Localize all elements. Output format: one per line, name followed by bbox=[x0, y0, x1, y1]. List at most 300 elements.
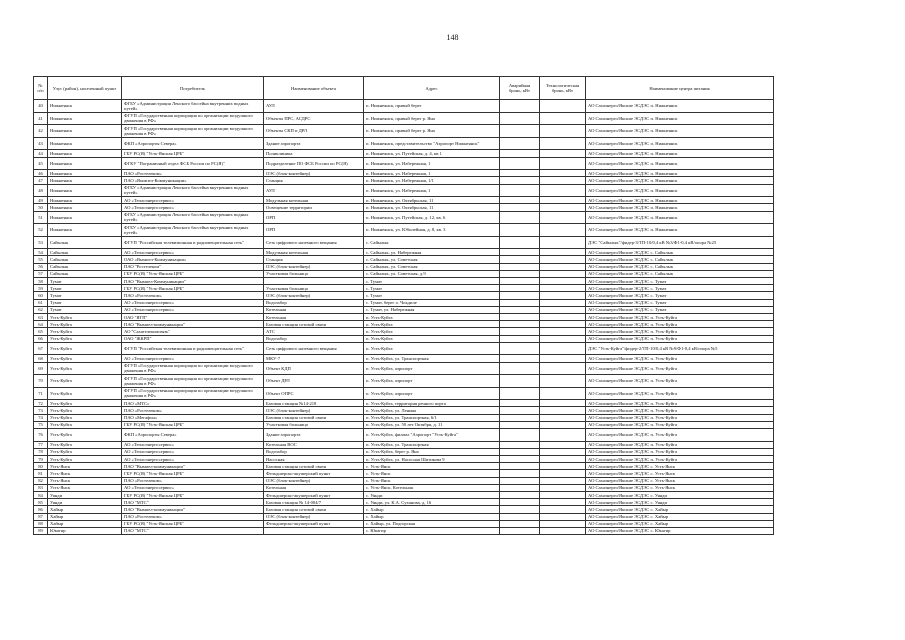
cell-address: с. Сайылык, ул. Советская bbox=[364, 263, 500, 270]
cell-tech-reserve bbox=[540, 414, 586, 421]
cell-object: Модульная котельная bbox=[264, 197, 364, 204]
cell-emergency-reserve bbox=[500, 407, 540, 414]
cell-object: Модульная котельная bbox=[264, 249, 364, 256]
cell-address: с. Тумат, берег о. Чокдиле bbox=[364, 299, 500, 306]
cell-power-center: АО Сахаэнерго/Якские ЭСДЭС п. Усть-Куйга bbox=[586, 321, 774, 328]
cell-object: Котельная bbox=[264, 484, 364, 491]
cell-tech-reserve bbox=[540, 285, 586, 292]
cell-power-center: АО Сахаэнерго/Якские ЭСДЭС с. Усть-Янск bbox=[586, 477, 774, 484]
cell-consumer: ПАО «Ростелеком» bbox=[122, 407, 264, 414]
cell-tech-reserve bbox=[540, 150, 586, 157]
cell-power-center: АО Сахаэнерго/Якские ЭСДЭС с. Тумат bbox=[586, 285, 774, 292]
cell-ulus: Усть-Куйга bbox=[48, 429, 122, 442]
cell-address: п. Усть-Куйга, ул. Транспортная, 6/1 bbox=[364, 414, 500, 421]
cell-ulus: Нижнеянск bbox=[48, 125, 122, 138]
cell-ulus: Нижнеянск bbox=[48, 112, 122, 125]
cell-emergency-reserve bbox=[500, 355, 540, 362]
cell-address: п. Усть-Куйга bbox=[364, 321, 500, 328]
cell-address: п. Усть-Куйга, аэропорт bbox=[364, 375, 500, 388]
table-row bbox=[34, 520, 774, 527]
header-num: № п/п bbox=[34, 77, 48, 100]
cell-power-center: АО Сахаэнерго/Якские ЭСДЭС п. Усть-Куйга bbox=[586, 448, 774, 455]
cell-num: 46 bbox=[34, 170, 48, 177]
cell-object: Участковая больница bbox=[264, 270, 364, 277]
cell-object: Базовая станция сотовой связи bbox=[264, 463, 364, 470]
cell-address: с. Юкагир bbox=[364, 527, 500, 534]
cell-consumer: ПАО «Ростелеком» bbox=[122, 292, 264, 299]
cell-tech-reserve bbox=[540, 249, 586, 256]
cell-power-center: АО Сахаэнерго/Якские ЭСДЭС с. Хайыр bbox=[586, 520, 774, 527]
cell-ulus: Усть-Куйга bbox=[48, 321, 122, 328]
cell-num: 61 bbox=[34, 299, 48, 306]
cell-num: 53 bbox=[34, 236, 48, 249]
cell-emergency-reserve bbox=[500, 249, 540, 256]
cell-object: Фельдшерско-акушерский пункт bbox=[264, 491, 364, 498]
table-row bbox=[34, 170, 774, 177]
cell-tech-reserve bbox=[540, 448, 586, 455]
cell-consumer: ПАО "Вымпел-коммуникации" bbox=[122, 463, 264, 470]
cell-consumer: АО «Теплоэнергосервис» bbox=[122, 299, 264, 306]
cell-consumer: ФГБУ «Администрация Ленского бассейна внутренних водных путей» bbox=[122, 224, 264, 237]
cell-consumer: ФГКУ "Пограничный отдел ФСБ России по РС(Я)" bbox=[122, 157, 264, 170]
cell-num: 83 bbox=[34, 484, 48, 491]
cell-num: 89 bbox=[34, 527, 48, 534]
cell-emergency-reserve bbox=[500, 170, 540, 177]
cell-power-center: АО Сахаэнерго/Якские ЭСДЭС с. Сайылык bbox=[586, 249, 774, 256]
cell-address: с. Усть-Янск bbox=[364, 477, 500, 484]
cell-power-center: АО Сахаэнерго/Якские ЭСДЭС п. Усть-Куйга bbox=[586, 375, 774, 388]
cell-power-center: АО Сахаэнерго/Якские ЭСДЭС п. Нижнеянск bbox=[586, 112, 774, 125]
cell-power-center: АО Сахаэнерго/Якские ЭСДЭС с. Тумат bbox=[586, 292, 774, 299]
cell-tech-reserve bbox=[540, 375, 586, 388]
cell-object: Объекты ПРС, АСДРС bbox=[264, 112, 364, 125]
cell-emergency-reserve bbox=[500, 157, 540, 170]
cell-tech-reserve bbox=[540, 263, 586, 270]
cell-ulus: Хайыр bbox=[48, 513, 122, 520]
cell-ulus: Усть-Куйга bbox=[48, 342, 122, 355]
cell-power-center: АО Сахаэнерго/Якские ЭСДЭС с. Тумат bbox=[586, 306, 774, 313]
cell-consumer: АО "Сахателекомсвязь" bbox=[122, 328, 264, 335]
header-consumer: Потребитель bbox=[122, 77, 264, 100]
cell-object: ОРП bbox=[264, 211, 364, 224]
cell-object: Объекты СКП и ДРЛ bbox=[264, 125, 364, 138]
cell-ulus: Усть-Куйга bbox=[48, 335, 122, 342]
table-row bbox=[34, 421, 774, 428]
cell-address: п. Усть-Куйга, аэропорт bbox=[364, 362, 500, 375]
cell-power-center: АО Сахаэнерго/Якские ЭСДЭС п. Усть-Куйга bbox=[586, 414, 774, 421]
cell-emergency-reserve bbox=[500, 112, 540, 125]
cell-emergency-reserve bbox=[500, 150, 540, 157]
table-row bbox=[34, 387, 774, 400]
cell-num: 52 bbox=[34, 224, 48, 237]
cell-emergency-reserve bbox=[500, 362, 540, 375]
cell-emergency-reserve bbox=[500, 211, 540, 224]
table-row bbox=[34, 112, 774, 125]
cell-object: Базовая станция сотовой связи bbox=[264, 414, 364, 421]
table-row bbox=[34, 256, 774, 263]
table-row bbox=[34, 270, 774, 277]
cell-num: 82 bbox=[34, 477, 48, 484]
cell-tech-reserve bbox=[540, 470, 586, 477]
cell-ulus: Хайыр bbox=[48, 520, 122, 527]
cell-object: Станция bbox=[264, 256, 364, 263]
cell-address: п. Нижнеянск, правый берег bbox=[364, 100, 500, 113]
cell-power-center: АО Сахаэнерго/Якские ЭСДЭС п. Усть-Куйга bbox=[586, 407, 774, 414]
cell-object: Подразделение ПО ФСБ России по РС(Я) bbox=[264, 157, 364, 170]
cell-object: МКУ-7 bbox=[264, 355, 364, 362]
table-row bbox=[34, 211, 774, 224]
table-row bbox=[34, 335, 774, 342]
cell-power-center: АО Сахаэнерго/Якские ЭСДЭС с. Уянди bbox=[586, 499, 774, 506]
cell-ulus: Усть-Янск bbox=[48, 477, 122, 484]
cell-num: 62 bbox=[34, 306, 48, 313]
table-row bbox=[34, 342, 774, 355]
cell-address: с. Уянди bbox=[364, 491, 500, 498]
cell-object: ОЭС (блок-контейнер) bbox=[264, 407, 364, 414]
cell-consumer: ФГУП «Государственная корпорация по организации воздушного движения в РФ» bbox=[122, 387, 264, 400]
cell-num: 45 bbox=[34, 157, 48, 170]
cell-object: Объект ДРЛ bbox=[264, 375, 364, 388]
table-row bbox=[34, 441, 774, 448]
cell-emergency-reserve bbox=[500, 499, 540, 506]
cell-num: 85 bbox=[34, 499, 48, 506]
cell-consumer: ФГУП "Российская телевизионная и радиовещательная сеть" bbox=[122, 236, 264, 249]
cell-consumer: ПАО "Вымпел-коммуникации" bbox=[122, 506, 264, 513]
cell-ulus: Усть-Куйга bbox=[48, 448, 122, 455]
cell-address: с. Хайыр, ул. Подгорская bbox=[364, 520, 500, 527]
cell-tech-reserve bbox=[540, 170, 586, 177]
cell-object: Фельдшерско-акушерский пункт bbox=[264, 520, 364, 527]
cell-address: п. Нижнеянск, ул. Набережная, 1 bbox=[364, 170, 500, 177]
cell-ulus: Нижнеянск bbox=[48, 100, 122, 113]
cell-consumer: ПАО «Ростелеком» bbox=[122, 513, 264, 520]
cell-tech-reserve bbox=[540, 125, 586, 138]
cell-consumer: ФГУП «Государственная корпорация по организации воздушного движения в РФ» bbox=[122, 125, 264, 138]
cell-ulus: Усть-Куйга bbox=[48, 362, 122, 375]
table-row bbox=[34, 197, 774, 204]
cell-tech-reserve bbox=[540, 328, 586, 335]
table-header-row bbox=[34, 77, 774, 100]
cell-power-center: АО Сахаэнерго/Якские ЭСДЭС п. Усть-Куйга bbox=[586, 335, 774, 342]
cell-tech-reserve bbox=[540, 256, 586, 263]
cell-power-center: АО Сахаэнерго/Якские ЭСДЭС с. Хайыр bbox=[586, 513, 774, 520]
cell-power-center: АО Сахаэнерго/Якские ЭСДЭС п. Нижнеянск bbox=[586, 224, 774, 237]
cell-address: п. Усть-Куйга, ул. Ленина bbox=[364, 407, 500, 414]
cell-consumer: АО «Теплоэнергосервис» bbox=[122, 204, 264, 211]
cell-ulus: Усть-Янск bbox=[48, 484, 122, 491]
cell-emergency-reserve bbox=[500, 414, 540, 421]
table-row bbox=[34, 456, 774, 463]
cell-num: 67 bbox=[34, 342, 48, 355]
cell-address: п. Усть-Куйга, ул. Транспортная bbox=[364, 355, 500, 362]
cell-ulus: Усть-Куйга bbox=[48, 441, 122, 448]
cell-emergency-reserve bbox=[500, 313, 540, 320]
cell-num: 64 bbox=[34, 321, 48, 328]
cell-tech-reserve bbox=[540, 513, 586, 520]
cell-address: п. Усть-Куйга bbox=[364, 335, 500, 342]
cell-num: 44 bbox=[34, 150, 48, 157]
table-row bbox=[34, 355, 774, 362]
table-row bbox=[34, 499, 774, 506]
cell-tech-reserve bbox=[540, 157, 586, 170]
cell-consumer: АО «Теплоэнергосервис» bbox=[122, 441, 264, 448]
cell-ulus: Усть-Куйга bbox=[48, 387, 122, 400]
table-row bbox=[34, 513, 774, 520]
cell-tech-reserve bbox=[540, 270, 586, 277]
cell-power-center: АО Сахаэнерго/Якские ЭСДЭС п. Нижнеянск bbox=[586, 184, 774, 197]
cell-tech-reserve bbox=[540, 527, 586, 534]
cell-emergency-reserve bbox=[500, 263, 540, 270]
cell-object: Водозабор bbox=[264, 448, 364, 455]
table-row bbox=[34, 362, 774, 375]
cell-object bbox=[264, 527, 364, 534]
cell-power-center: АО Сахаэнерго/Якские ЭСДЭС с. Усть-Янск bbox=[586, 484, 774, 491]
table-row bbox=[34, 527, 774, 534]
header-object: Наименование объекта bbox=[264, 77, 364, 100]
cell-num: 86 bbox=[34, 506, 48, 513]
cell-ulus: Усть-Куйга bbox=[48, 414, 122, 421]
cell-emergency-reserve bbox=[500, 342, 540, 355]
cell-address: с. Хайыр bbox=[364, 506, 500, 513]
cell-consumer: АО «Теплоэнергосервис» bbox=[122, 456, 264, 463]
cell-ulus: Усть-Куйга bbox=[48, 355, 122, 362]
cell-ulus: Уянди bbox=[48, 491, 122, 498]
cell-address: с. Тумат bbox=[364, 292, 500, 299]
cell-object: АУЛ bbox=[264, 184, 364, 197]
cell-num: 68 bbox=[34, 355, 48, 362]
cell-tech-reserve bbox=[540, 211, 586, 224]
cell-address: п. Нижнеянск, ул. Набережная, 1 bbox=[364, 157, 500, 170]
cell-tech-reserve bbox=[540, 484, 586, 491]
cell-ulus: Нижнеянск bbox=[48, 150, 122, 157]
cell-object: Котельная ВОС bbox=[264, 441, 364, 448]
cell-emergency-reserve bbox=[500, 328, 540, 335]
cell-address: п. Нижнеянск, ул. Набережная, 1 bbox=[364, 184, 500, 197]
cell-object: ОЭС (блок-контейнер) bbox=[264, 263, 364, 270]
cell-object: Поликлиника bbox=[264, 150, 364, 157]
cell-ulus: Усть-Янск bbox=[48, 470, 122, 477]
cell-consumer: ПАО «Вымпел-Коммуникации» bbox=[122, 177, 264, 184]
table-row bbox=[34, 470, 774, 477]
cell-consumer: ПАО "Вымпел-Коммуникации" bbox=[122, 278, 264, 285]
cell-power-center: АО Сахаэнерго/Якские ЭСДЭС с. Тумат bbox=[586, 299, 774, 306]
cell-num: 78 bbox=[34, 448, 48, 455]
cell-num: 40 bbox=[34, 100, 48, 113]
cell-object: ОЭС (блок-контейнер) bbox=[264, 477, 364, 484]
cell-ulus: Усть-Куйга bbox=[48, 313, 122, 320]
cell-consumer: ФГУП "Российская телевизионная и радиовещательная сеть" bbox=[122, 342, 264, 355]
cell-object: Объект КДП bbox=[264, 362, 364, 375]
cell-address: с. Усть-Янск bbox=[364, 470, 500, 477]
cell-address: п. Нижнеянск, представительство "Аэропорт Нижнеянск" bbox=[364, 137, 500, 150]
header-ulus: Улус (район), населенный пункт bbox=[48, 77, 122, 100]
cell-num: 55 bbox=[34, 256, 48, 263]
cell-power-center: АО Сахаэнерго/Якские ЭСДЭС с. Тумат bbox=[586, 278, 774, 285]
cell-consumer: ФГБУ «Администрация Ленского бассейна внутренних водных путей» bbox=[122, 100, 264, 113]
cell-tech-reserve bbox=[540, 355, 586, 362]
cell-num: 75 bbox=[34, 421, 48, 428]
cell-object: АУЛ bbox=[264, 100, 364, 113]
table-row bbox=[34, 506, 774, 513]
cell-power-center: АО Сахаэнерго/Якские ЭСДЭС п. Усть-Куйга bbox=[586, 400, 774, 407]
table-row bbox=[34, 321, 774, 328]
cell-ulus: Нижнеянск bbox=[48, 157, 122, 170]
cell-object: ОРП bbox=[264, 224, 364, 237]
cell-num: 41 bbox=[34, 112, 48, 125]
cell-tech-reserve bbox=[540, 292, 586, 299]
cell-consumer: ОАО «Вымпел-Коммуникации» bbox=[122, 256, 264, 263]
cell-object: ОЭС (блок-контейнер) bbox=[264, 292, 364, 299]
cell-power-center: АО Сахаэнерго/Якские ЭСДЭС с. Уянди bbox=[586, 491, 774, 498]
cell-address: п. Усть-Куйга, аэропорт bbox=[364, 387, 500, 400]
cell-address: п. Нижнеянск, ул. Юбилейная, д. 8, кв. 3 bbox=[364, 224, 500, 237]
cell-emergency-reserve bbox=[500, 520, 540, 527]
cell-consumer: ГБУ РС(Я) "Усть-Янская ЦРБ" bbox=[122, 150, 264, 157]
cell-tech-reserve bbox=[540, 441, 586, 448]
cell-ulus: Усть-Янск bbox=[48, 463, 122, 470]
cell-consumer: ПАО "МТС" bbox=[122, 499, 264, 506]
cell-ulus: Усть-Куйга bbox=[48, 328, 122, 335]
table-row bbox=[34, 263, 774, 270]
table-row bbox=[34, 150, 774, 157]
cell-consumer: ФГУП «Государственная корпорация по организации воздушного движения в РФ» bbox=[122, 375, 264, 388]
cell-num: 57 bbox=[34, 270, 48, 277]
cell-num: 47 bbox=[34, 177, 48, 184]
cell-emergency-reserve bbox=[500, 387, 540, 400]
cell-tech-reserve bbox=[540, 236, 586, 249]
cell-num: 69 bbox=[34, 362, 48, 375]
cell-num: 49 bbox=[34, 197, 48, 204]
table-row bbox=[34, 137, 774, 150]
table-row bbox=[34, 292, 774, 299]
table-row bbox=[34, 177, 774, 184]
cell-address: п. Усть-Куйга bbox=[364, 342, 500, 355]
cell-object bbox=[264, 278, 364, 285]
table-row bbox=[34, 414, 774, 421]
cell-tech-reserve bbox=[540, 137, 586, 150]
table-row bbox=[34, 313, 774, 320]
cell-address: п. Усть-Куйга, ул. Транспортная bbox=[364, 441, 500, 448]
cell-power-center: АО Сахаэнерго/Якские ЭСДЭС с. Сайылык bbox=[586, 270, 774, 277]
cell-tech-reserve bbox=[540, 499, 586, 506]
cell-tech-reserve bbox=[540, 184, 586, 197]
cell-object: Участковая больница bbox=[264, 421, 364, 428]
cell-address: п. Усть-Куйга, берег р. Яна bbox=[364, 448, 500, 455]
cell-power-center: АО Сахаэнерго/Якские ЭСДЭС п. Нижнеянск bbox=[586, 157, 774, 170]
cell-emergency-reserve bbox=[500, 463, 540, 470]
cell-ulus: Нижнеянск bbox=[48, 137, 122, 150]
cell-num: 48 bbox=[34, 184, 48, 197]
cell-tech-reserve bbox=[540, 429, 586, 442]
cell-num: 58 bbox=[34, 278, 48, 285]
cell-emergency-reserve bbox=[500, 477, 540, 484]
cell-power-center: АО Сахаэнерго/Якские ЭСДЭС с. Хайыр bbox=[586, 506, 774, 513]
cell-num: 79 bbox=[34, 456, 48, 463]
cell-ulus: Усть-Куйга bbox=[48, 407, 122, 414]
cell-power-center: АО Сахаэнерго/Якские ЭСДЭС п. Усть-Куйга bbox=[586, 429, 774, 442]
cell-ulus: Нижнеянск bbox=[48, 184, 122, 197]
cell-tech-reserve bbox=[540, 387, 586, 400]
cell-num: 71 bbox=[34, 387, 48, 400]
cell-power-center: АО Сахаэнерго/Якские ЭСДЭС п. Нижнеянск bbox=[586, 170, 774, 177]
cell-object: Станция bbox=[264, 177, 364, 184]
header-address: Адрес bbox=[364, 77, 500, 100]
cell-ulus: Нижнеянск bbox=[48, 197, 122, 204]
cell-ulus: Сайылык bbox=[48, 270, 122, 277]
cell-emergency-reserve bbox=[500, 285, 540, 292]
cell-emergency-reserve bbox=[500, 236, 540, 249]
cell-emergency-reserve bbox=[500, 335, 540, 342]
cell-object: Сеть цифрового наземного вещания bbox=[264, 236, 364, 249]
cell-consumer: ФКП «Аэропорты Севера» bbox=[122, 429, 264, 442]
cell-consumer: ОАО "ЯГП" bbox=[122, 313, 264, 320]
cell-power-center: АО Сахаэнерго/Якские ЭСДЭС п. Усть-Куйга bbox=[586, 313, 774, 320]
cell-emergency-reserve bbox=[500, 513, 540, 520]
cell-ulus: Тумат bbox=[48, 285, 122, 292]
cell-consumer: ФКП «Аэропорты Севера» bbox=[122, 137, 264, 150]
cell-num: 84 bbox=[34, 491, 48, 498]
cell-emergency-reserve bbox=[500, 100, 540, 113]
cell-ulus: Нижнеянск bbox=[48, 204, 122, 211]
cell-object: Базовая станция № 14-004/7 bbox=[264, 499, 364, 506]
cell-num: 43 bbox=[34, 137, 48, 150]
cell-power-center: АО Сахаэнерго/Якские ЭСДЭС п. Усть-Куйга bbox=[586, 362, 774, 375]
cell-object: ОЭС (блок-контейнер) bbox=[264, 170, 364, 177]
cell-object: Котельная bbox=[264, 313, 364, 320]
cell-address: п. Усть-Куйга, филиал "Аэропорт "Усть-Куйга" bbox=[364, 429, 500, 442]
cell-address: п. Нижнеянск, правый берег р. Яна bbox=[364, 125, 500, 138]
table-row bbox=[34, 285, 774, 292]
cell-emergency-reserve bbox=[500, 270, 540, 277]
cell-num: 81 bbox=[34, 470, 48, 477]
cell-num: 65 bbox=[34, 328, 48, 335]
cell-address: п. Нижнеянск, ул. Набережная, 1/1 bbox=[364, 177, 500, 184]
cell-consumer: ФГБУ «Администрация Ленского бассейна внутренних водных путей» bbox=[122, 211, 264, 224]
cell-consumer: АО «Теплоэнергосервис» bbox=[122, 197, 264, 204]
table-row bbox=[34, 463, 774, 470]
table-row bbox=[34, 484, 774, 491]
cell-consumer: ОАО "ЖКРП" bbox=[122, 335, 264, 342]
cell-object: Здание аэропорта bbox=[264, 137, 364, 150]
cell-ulus: Тумат bbox=[48, 278, 122, 285]
table-row bbox=[34, 204, 774, 211]
backup-power-table bbox=[33, 76, 774, 535]
cell-num: 63 bbox=[34, 313, 48, 320]
cell-consumer: ФГБУ «Администрация Ленского бассейна внутренних водных путей» bbox=[122, 184, 264, 197]
cell-consumer: АО «Теплоэнергосервис» bbox=[122, 249, 264, 256]
table-row bbox=[34, 299, 774, 306]
header-tech-reserve: Технологическая бронь, кВт bbox=[540, 77, 586, 100]
table-row bbox=[34, 407, 774, 414]
cell-address: п. Нижнеянск, правый берег р. Яна bbox=[364, 112, 500, 125]
cell-emergency-reserve bbox=[500, 299, 540, 306]
cell-ulus: Нижнеянск bbox=[48, 224, 122, 237]
cell-address: с. Сайылык, ул. Советская bbox=[364, 256, 500, 263]
cell-object: Базовая станция сотовой связи bbox=[264, 506, 364, 513]
cell-power-center: АО Сахаэнерго/Якские ЭСДЭС п. Усть-Куйга bbox=[586, 387, 774, 400]
cell-address: п. Усть-Куйга, ул. Насосная Шитикова 9 bbox=[364, 456, 500, 463]
table-row bbox=[34, 157, 774, 170]
cell-ulus: Сайылык bbox=[48, 249, 122, 256]
cell-tech-reserve bbox=[540, 112, 586, 125]
cell-power-center: АО Сахаэнерго/Якские ЭСДЭС п. Нижнеянск bbox=[586, 125, 774, 138]
cell-power-center: АО Сахаэнерго/Якские ЭСДЭС п. Нижнеянск bbox=[586, 204, 774, 211]
cell-address: п. Усть-Куйга, ул. 50 лет Октября, д. 11 bbox=[364, 421, 500, 428]
table-row bbox=[34, 249, 774, 256]
cell-emergency-reserve bbox=[500, 441, 540, 448]
cell-power-center: АО Сахаэнерго/Якские ЭСДЭС с. Сайылык bbox=[586, 256, 774, 263]
cell-address: с. Усть-Янск bbox=[364, 463, 500, 470]
